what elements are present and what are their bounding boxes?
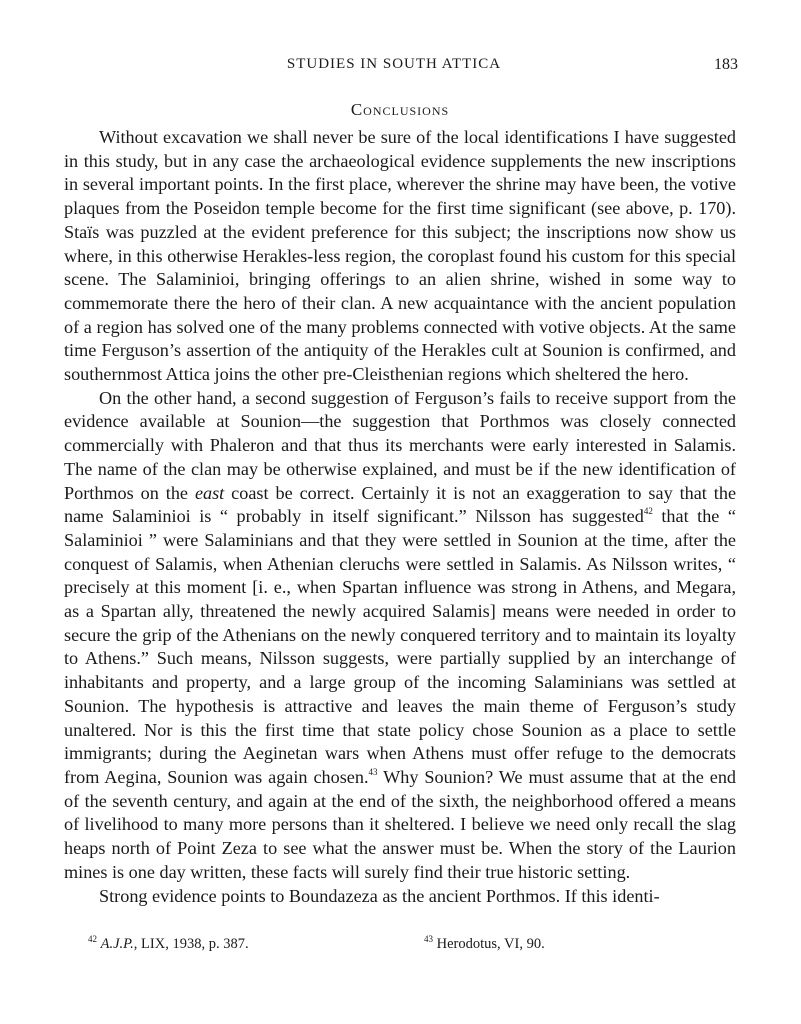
footnote-mark: 42: [88, 934, 97, 944]
running-header: [64, 56, 744, 78]
page-number: 183: [714, 56, 738, 73]
footnote-source: A.J.P.: [100, 936, 134, 952]
paragraph-2-text-b: coast be correct. Certainly it is not an exaggeration to say that the name Salaminioi is “ probably in itself significant.” Nilsson has suggested: [64, 482, 737, 527]
running-title: STUDIES IN SOUTH ATTICA: [286, 56, 502, 72]
paragraph-2: [64, 387, 736, 885]
footnote-42: [88, 934, 249, 953]
paragraph-3-text: Strong evidence points to Boundazeza as the ancient Porthmos. If this identi-: [99, 885, 660, 906]
footnote-text: , LIX, 1938, p. 387.: [133, 936, 249, 952]
section-heading: Conclusions: [350, 100, 450, 119]
paragraph-2-emphasis: east: [194, 482, 225, 503]
paragraph-2-text-a: On the other hand, a second suggestion of Ferguson’s fails to receive support from the evidence available at Sounion—the suggestion that Porthmos was closely connected commercially with Phaleron and that thus its merchants were early interested in Salamis. The name of the clan may be otherwise explained, and must be if the new identification of Porthmos on the: [64, 387, 736, 503]
footnote-text: Herodotus, VI, 90.: [436, 936, 545, 952]
paragraph-1: [64, 126, 736, 387]
paragraph-1-text: Without excavation we shall never be sure of the local identifications I have suggested in this study, but in any case the archaeological evidence supplements the new inscriptions in several important points. In the first place, wherever the shrine may have been, the votive plaques from the Poseidon temple become for the first time significant (see above, p. 170). Staïs was puzzled at the evident preference for this subject; the inscriptions now show us where, in this otherwise Herakles-less region, the coroplast found his custom for this special scene. The Salaminioi, bringing offerings to an alien shrine, wished in some way to commemorate there the hero of their clan. A new acquaintance with the ancient population of a region has solved one of the many problems connected with votive objects. At the same time Ferguson’s assertion of the antiquity of the Herakles cult at Sounion is confirmed, and southernmost Attica joins the other pre-Cleisthenian regions which sheltered the hero.: [64, 127, 736, 385]
footnote-ref-42: 42: [643, 506, 653, 517]
body-text: [64, 126, 736, 908]
paragraph-2-text-c: that the “ Salaminioi ” were Salaminians and that they were settled in Sounion at the time, after the conquest of Salamis, when Athenian cleruchs were settled in Salamis. As Nilsson writes, “ precisely at this moment [i. e., when Spartan influence was strong in Athens, and Megara, as a Spartan ally, threatened the newly acquired Salamis] means were needed in order to secure the grip of the Athenians on the newly conquered territory and to maintain its loyalty to Athens.” Such means, Nilsson suggests, were partially supplied by an interchange of inhabitants and property, and a large group of the incoming Salaminians was settled at Sounion. The hypothesis is attractive and leaves the main theme of Ferguson’s study unaltered. Nor is this the first time that state policy chose Sounion as a place to settle immigrants; during the Aeginetan wars when Athens must offer refuge to the democrats from Aegina, Sounion was again chosen.: [64, 506, 736, 787]
footnotes: [64, 934, 736, 956]
footnote-mark: 43: [424, 934, 433, 944]
footnote-ref-43: 43: [368, 766, 378, 777]
footnote-43: [424, 934, 545, 953]
paragraph-2-text-d: Why Sounion? We must assume that at the end of the seventh century, and again at the end of the sixth, the neighborhood offered a means of livelihood to many more persons than it sheltered. I believe we need only recall the slag heaps north of Point Zeza to see what the answer must be. When the story of the Laurion mines is one day written, these facts will surely find their true historic setting.: [64, 766, 737, 882]
paragraph-3: [64, 885, 736, 909]
